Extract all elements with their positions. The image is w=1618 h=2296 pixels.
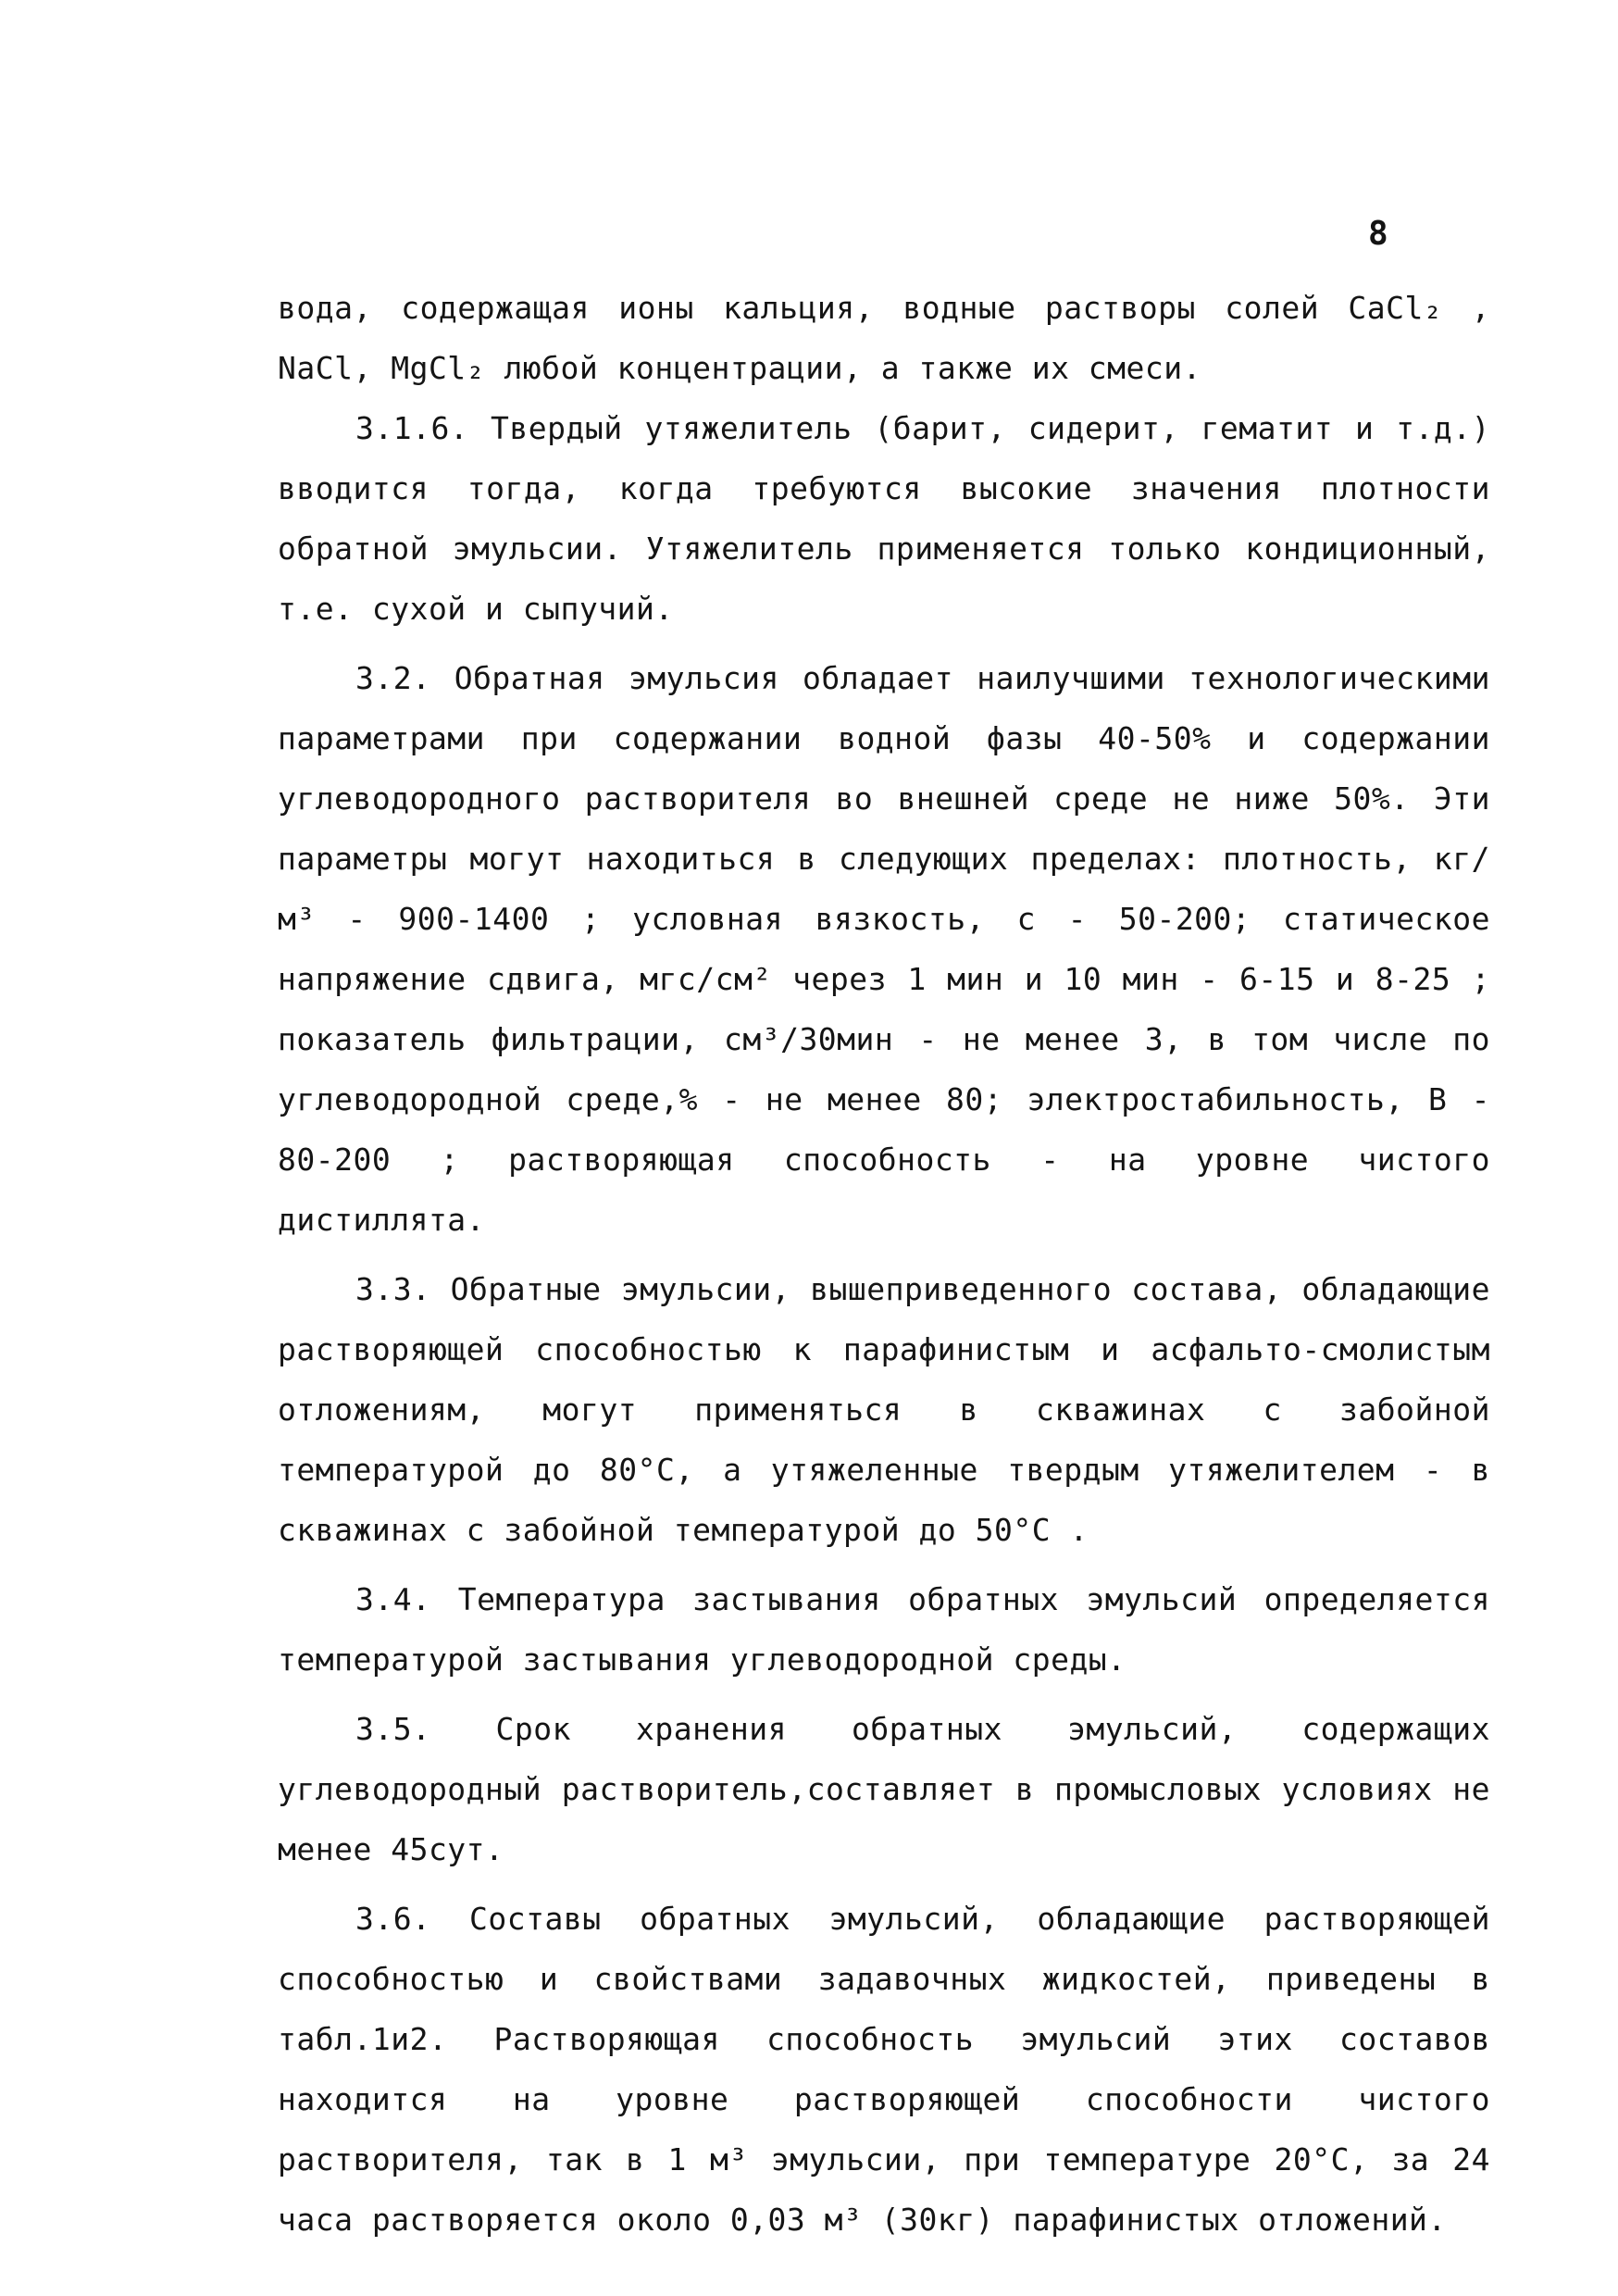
paragraph-3-5 — [278, 1699, 1490, 1879]
paragraph-indent — [278, 1901, 355, 1937]
paragraph-3-2 — [278, 648, 1490, 1250]
paragraph-3-6 — [278, 1889, 1490, 2250]
paragraph-text: 3.2. Обратная эмульсия обладает наилучшими технологическими параметрами при содержании водной фазы 40-50% и содержании углеводородного растворителя во внешней среде не ниже 50%. Эти параметры могут находиться в следующих пределах: плотность, кг/м³ - 900-1400 ; условная вязкость, с - 50-200; статическое напряжение сдвига, мгс/см² через 1 мин и 10 мин - 6-15 и 8-25 ; показатель фильтрации, см³/30мин - не менее 3, в том числе по углеводородной среде,% - не менее 80; электростабильность, В - 80-200 ; растворяющая способность - на уровне чистого дистиллята. — [278, 660, 1490, 1238]
paragraph-text: 3.5. Срок хранения обратных эмульсий, содержащих углеводородный растворитель,составляет в промысловых условиях не менее 45сут. — [278, 1711, 1490, 1867]
paragraph-indent — [278, 1581, 355, 1617]
body-text — [278, 278, 1490, 2250]
paragraph-text: 3.1.6. Твердый утяжелитель (барит, сидерит, гематит и т.д.) вводится тогда, когда требуются высокие значения плотности обратной эмульсии. Утяжелитель применяется только кондиционный, т.е. сухой и сыпучий. — [278, 410, 1490, 627]
paragraph-indent — [278, 410, 355, 446]
paragraph-text: 3.4. Температура застывания обратных эмульсий определяется температурой застывания углеводородной среды. — [278, 1581, 1490, 1678]
page-number: 8 — [1368, 215, 1388, 253]
paragraph-text: вода, содержащая ионы кальция, водные растворы солей CaCl₂ , NaCl, MgCl₂ любой концентрации, а также их смеси. — [278, 290, 1490, 386]
paragraph-3-3 — [278, 1259, 1490, 1560]
paragraph-continuation — [278, 278, 1490, 398]
paragraph-indent — [278, 1711, 355, 1747]
paragraph-text: 3.3. Обратные эмульсии, вышеприведенного состава, обладающие растворяющей способностью к парафинистым и асфальто-смолистым отложениям, могут применяться в скважинах с забойной температурой до 80°С, а утяжеленные твердым утяжелителем - в скважинах с забойной температурой до 50°С . — [278, 1271, 1490, 1548]
paragraph-indent — [278, 1271, 355, 1307]
paragraph-text: 3.6. Составы обратных эмульсий, обладающие растворяющей способностью и свойствами задавочных жидкостей, приведены в табл.1и2. Растворяющая способность эмульсий этих составов находится на уровне растворяющей способности чистого растворителя, так в 1 м³ эмульсии, при температуре 20°С, за 24 часа растворяется около 0,03 м³ (30кг) парафинистых отложений. — [278, 1901, 1490, 2238]
paragraph-indent — [278, 660, 355, 696]
paragraph-3-4 — [278, 1569, 1490, 1690]
paragraph-3-1-6 — [278, 398, 1490, 639]
